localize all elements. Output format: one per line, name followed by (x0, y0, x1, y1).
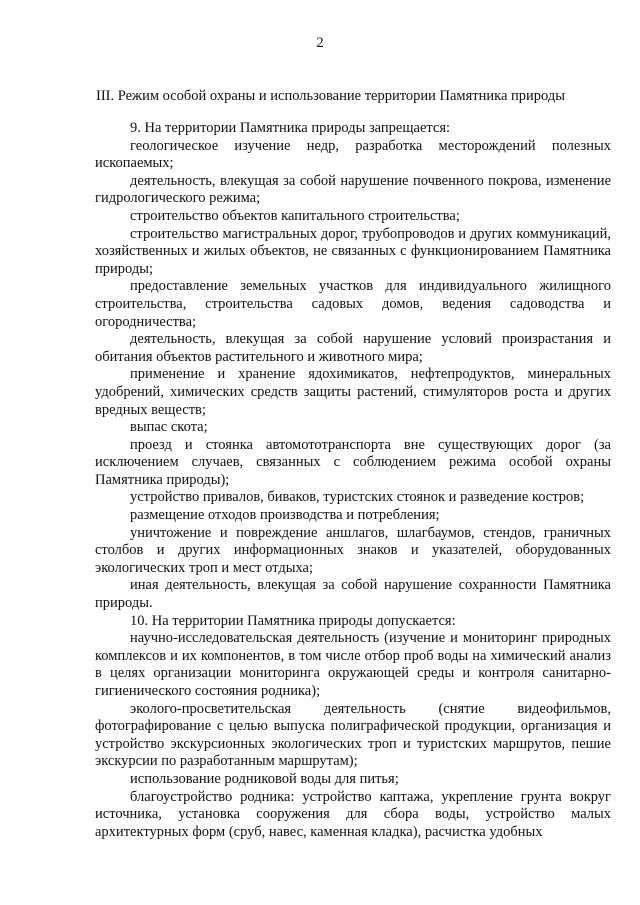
list-item: применение и хранение ядохимикатов, нефтепродуктов, минеральных удобрений, химических средств защиты растений, стимуляторов роста и других вредных веществ; (95, 366, 611, 418)
list-item: благоустройство родника: устройство каптажа, укрепление грунта вокруг источника, установка сооружения для сбора воды, устройство малых архитектурных форм (сруб, навес, каменная кладка), расчистка удобных (95, 788, 611, 840)
document-body (95, 120, 611, 841)
list-item: устройство привалов, биваков, туристских стоянок и разведение костров; (130, 489, 585, 506)
list-item: проезд и стоянка автомототранспорта вне существующих дорог (за исключением случаев, связанных с соблюдением режима особой охраны Памятника природы); (95, 436, 611, 488)
list-item: размещение отходов производства и потребления; (130, 507, 440, 524)
list-item: научно-исследовательская деятельность (изучение и мониторинг природных комплексов и их компонентов, в том числе отбор проб воды на химический анализ в целях организации мониторинга окружающей среды и контроля санитарно-гигиенического состояния родника); (95, 630, 611, 699)
list-item: деятельность, влекущая за собой нарушение условий произрастания и обитания объектов растительного и животного мира; (95, 331, 611, 365)
list-item: геологическое изучение недр, разработка месторождений полезных ископаемых; (95, 137, 611, 172)
list-item: предоставление земельных участков для индивидуального жилищного строительства, строительства садовых домов, ведения садоводства и огородничества; (95, 278, 611, 330)
section-heading: III. Режим особой охраны и использование территории Памятника природы (96, 88, 565, 104)
paragraph-9-heading: 9. На территории Памятника природы запрещается: (130, 120, 451, 136)
list-item: строительство магистральных дорог, трубопроводов и других коммуникаций, хозяйственных и жилых объектов, не связанных с функционированием Памятника природы; (95, 225, 611, 277)
list-item: уничтожение и повреждение аншлагов, шлагбаумов, стендов, граничных столбов и других информационных знаков и указателей, оборудованных экологических троп и мест отдыха; (95, 524, 611, 576)
list-item: использование родниковой воды для питья; (130, 770, 399, 787)
page-number: 2 (316, 35, 324, 51)
paragraph-10-heading: 10. На территории Памятника природы допускается: (130, 612, 456, 629)
list-item: эколого-просветительская деятельность (снятие видеофильмов, фотографирование с целью выпуска полиграфической продукции, организация и устройство экскурсионных экологических троп и туристских маршрутов, пешие экскурсии по разработанным маршрутам); (95, 700, 611, 770)
list-item: выпас скота; (130, 419, 208, 436)
list-item: иная деятельность, влекущая за собой нарушение сохранности Памятника природы. (95, 577, 611, 612)
list-item: строительство объектов капитального строительства; (130, 207, 460, 224)
list-item: деятельность, влекущая за собой нарушение почвенного покрова, изменение гидрологического режима; (95, 172, 611, 207)
